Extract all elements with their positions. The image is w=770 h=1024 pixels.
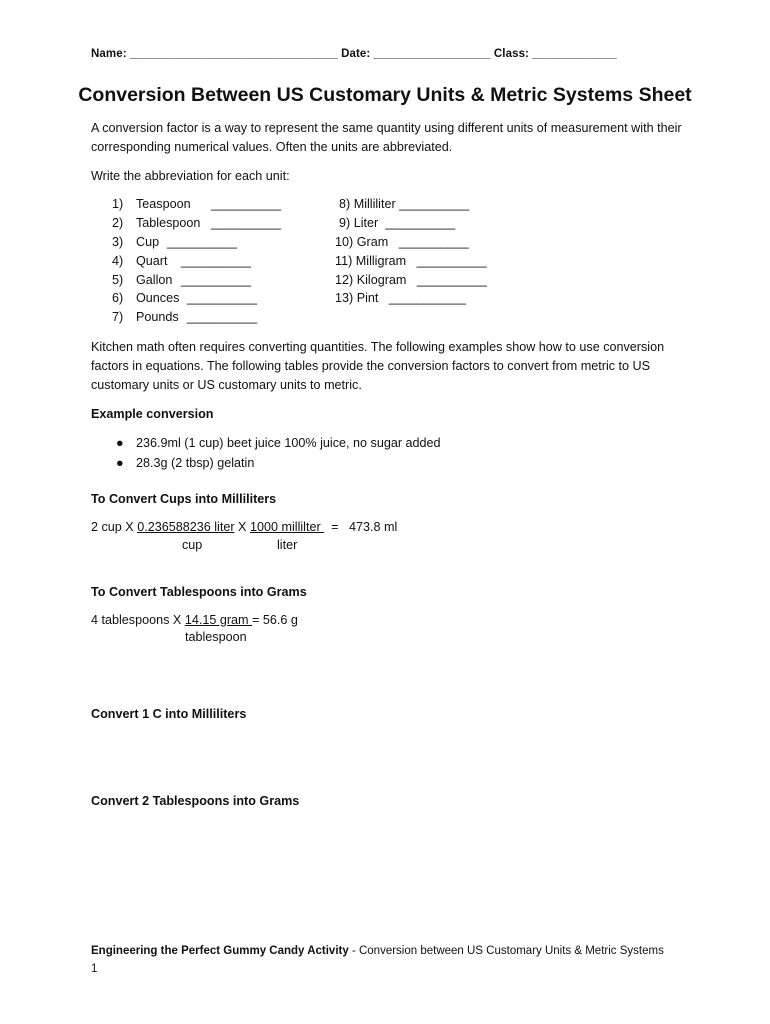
list-item: 2) Tablespoon __________: [112, 216, 282, 230]
tablespoon-denominator: tablespoon: [185, 630, 247, 644]
instruction-text: Write the abbreviation for each unit:: [91, 169, 290, 183]
list-item: 9) Liter __________: [339, 216, 456, 230]
list-item: 7) Pounds __________: [112, 310, 258, 324]
bullet-icon: ●: [116, 456, 124, 470]
cups-denominator: cup: [182, 538, 203, 552]
cups-equation: 2 cup X 0.236588236 liter X 1000 millilter = 473.8 ml: [91, 520, 398, 534]
kitchen-paragraph: Kitchen math often requires converting quantities. The following examples show how to use conversion factors in equations. The following tables provide the conversion factors to convert from metric to US customary units or US customary units to metric.: [91, 340, 665, 392]
list-item: 13) Pint ___________: [335, 291, 466, 305]
list-item: 12) Kilogram __________: [335, 273, 487, 287]
footer: Engineering the Perfect Gummy Candy Activity - Conversion between US Customary Units & Metric Systems: [91, 945, 664, 957]
liter-denominator: liter: [277, 538, 298, 552]
list-item: 5) Gallon __________: [112, 273, 252, 287]
list-item: 6) Ounces __________: [112, 291, 258, 305]
list-item: 1) Teaspoon __________: [112, 197, 282, 211]
name-date-class-line: Name: ________________________________ Date: __________________ Class: _____________: [91, 48, 617, 60]
list-item: 8) Milliliter __________: [339, 197, 470, 211]
list-item: 3) Cup __________: [112, 235, 238, 249]
list-item: 10) Gram __________: [335, 235, 469, 249]
page-title: Conversion Between US Customary Units & Metric Systems Sheet: [78, 84, 692, 106]
list-item: 28.3g (2 tbsp) gelatin: [136, 456, 255, 470]
list-item: 4) Quart __________: [112, 254, 252, 268]
example-heading: Example conversion: [91, 407, 214, 421]
tbsp-equation: 4 tablespoons X 14.15 gram = 56.6 g: [91, 613, 298, 627]
task-2-heading: Convert 2 Tablespoons into Grams: [91, 794, 300, 808]
task-1-heading: Convert 1 C into Milliliters: [91, 707, 247, 721]
list-item: 11) Milligram __________: [335, 254, 487, 268]
tbsp-heading: To Convert Tablespoons into Grams: [91, 585, 307, 599]
page-number: 1: [91, 963, 98, 975]
intro-paragraph: A conversion factor is a way to represent the same quantity using different units of measurement with their corresponding numerical values. Often the units are abbreviated.: [91, 121, 682, 154]
list-item: 236.9ml (1 cup) beet juice 100% juice, no sugar added: [136, 436, 441, 450]
cups-heading: To Convert Cups into Milliliters: [91, 492, 277, 506]
bullet-icon: ●: [116, 436, 124, 450]
